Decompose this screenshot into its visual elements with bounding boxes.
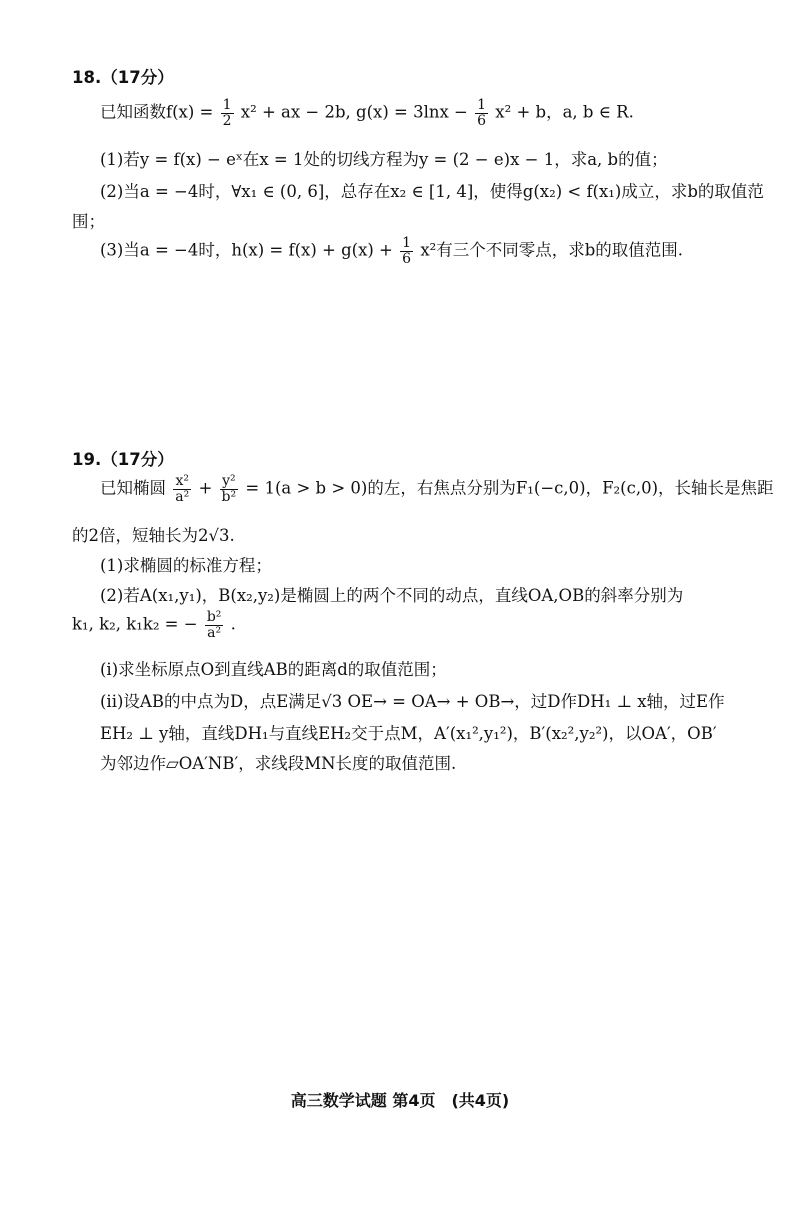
question-19-subpart-ii-line-3: 为邻边作▱OA′NB′，求线段MN长度的取值范围. [100,754,457,773]
question-19-stem [100,474,774,504]
page-footer: 高三数学试题 第4页 (共4页) [290,1091,510,1110]
question-18-part-1: (1)若y = f(x) − eˣ在x = 1处的切线方程为y = (2 − e)x − 1，求a, b的值； [100,150,668,169]
question-19-subpart-i: (i)求坐标原点O到直线AB的距离d的取值范围； [100,660,447,679]
question-19-part-2-line-2 [72,610,236,640]
stem-text: x² + ax − 2b, g(x) = 3lnx − [240,102,468,122]
fraction: $\frac{1}{6}$ [402,235,412,267]
part-text: (3)当a = −4时，h(x) = f(x) + g(x) + [100,240,393,260]
question-18-part-3 [100,236,683,266]
fraction: $\frac{\text{y²}}{\text{b²}}$ [221,473,237,505]
part-text: x²有三个不同零点，求b的取值范围. [420,240,684,260]
fraction: $\frac{\text{b²}}{\text{a²}}$ [206,609,222,641]
question-18-title: 18.（17分） [72,68,174,87]
stem-text: 已知函数f(x) = [100,102,214,122]
question-19-subpart-ii-line-1: (ii)设AB的中点为D，点E满足√3 OE→ = OA→ + OB→，过D作DH₁ ⊥ x轴，过E作 [100,692,725,711]
part-text: k₁, k₂, k₁k₂ = − [72,614,198,634]
question-18-part-2-line-2: 围； [72,212,105,231]
question-18-stem [100,98,634,128]
question-19-part-2-line-1: (2)若A(x₁,y₁)，B(x₂,y₂)是椭圆上的两个不同的动点，直线OA,OB的斜率分别为 [100,586,684,605]
fraction: $\frac{1}{2}$ [222,97,232,129]
stem-text: x² + b，a, b ∈ R. [495,102,634,122]
stem-text: = 1(a > b > 0)的左，右焦点分别为F₁(−c,0)，F₂(c,0)，长轴长是焦距 [245,478,774,498]
fraction: $\frac{\text{x²}}{\text{a²}}$ [175,473,190,505]
plus-sign: + [198,478,213,498]
question-19-title: 19.（17分） [72,450,174,469]
question-18-part-2-line-1: (2)当a = −4时，∀x₁ ∈ (0, 6]，总存在x₂ ∈ [1, 4]，使得g(x₂) < f(x₁)成立，求b的取值范 [100,182,764,201]
question-19-stem-line-2: 的2倍，短轴长为2√3. [72,526,235,545]
question-19-part-1: (1)求椭圆的标准方程； [100,556,272,575]
part-text: . [230,614,236,634]
fraction: $\frac{1}{6}$ [477,97,487,129]
stem-text: 已知椭圆 [100,478,166,498]
question-19-subpart-ii-line-2: EH₂ ⊥ y轴，直线DH₁与直线EH₂交于点M，A′(x₁²,y₁²)，B′(x₂²,y₂²)，以OA′，OB′ [100,724,717,743]
